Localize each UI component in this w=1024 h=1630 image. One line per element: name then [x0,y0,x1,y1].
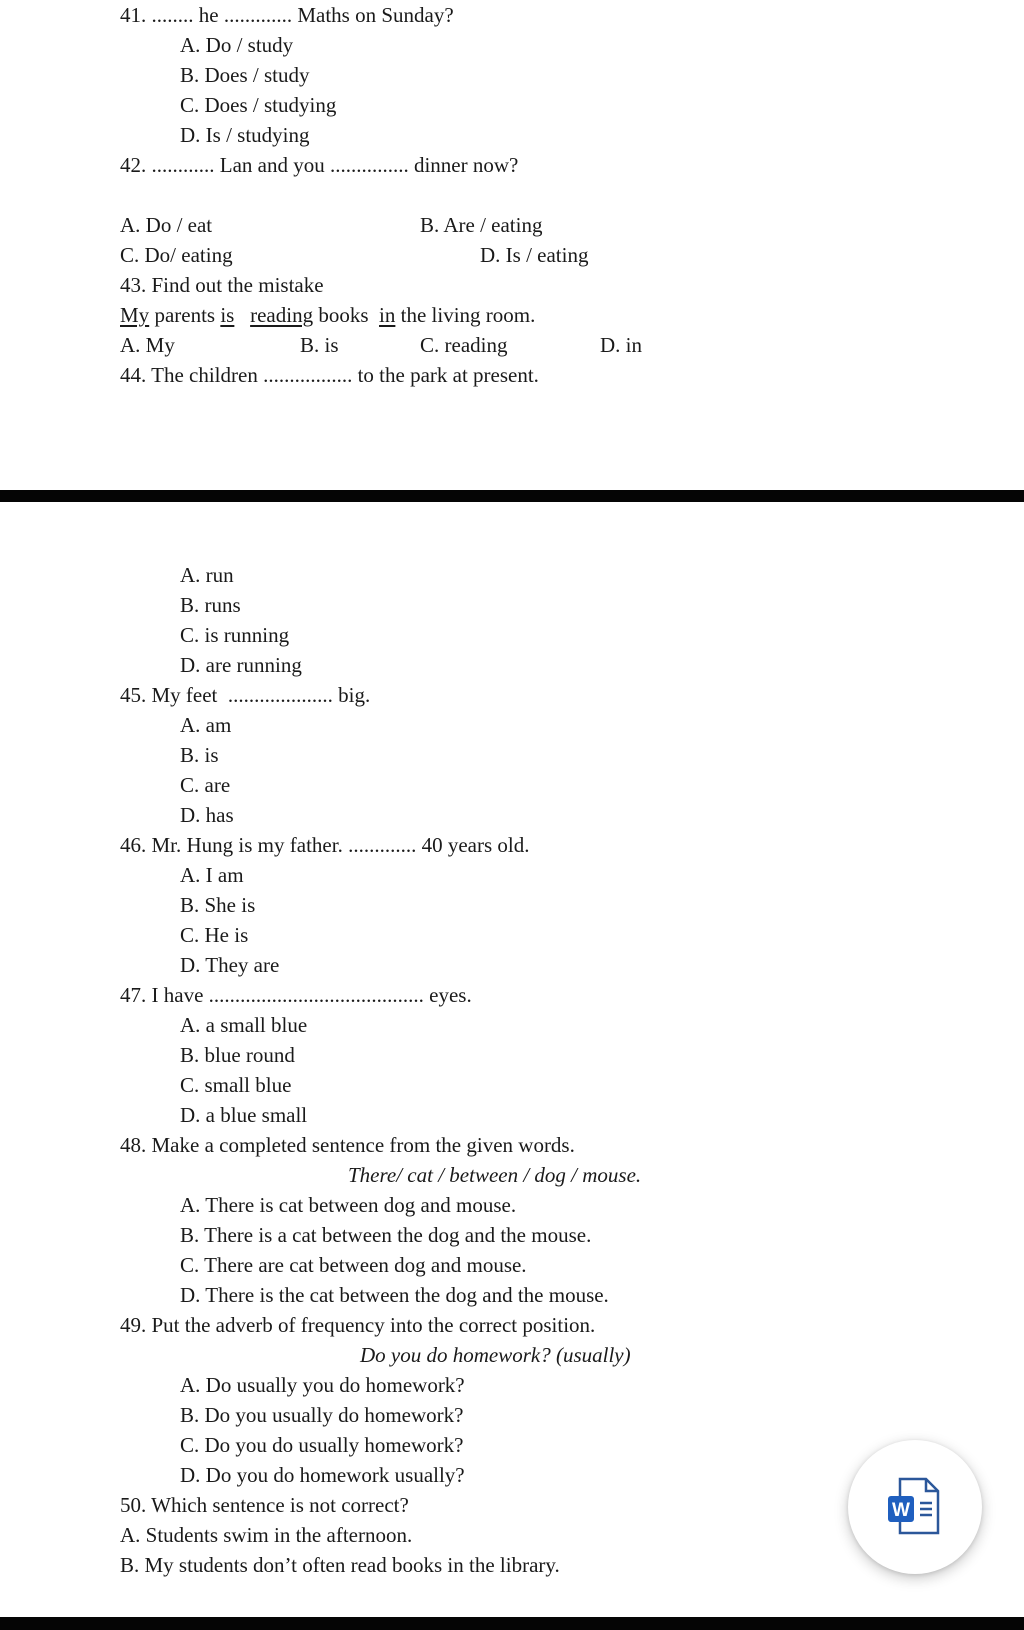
question-42-option-c[interactable]: C. Do/ eating [120,243,233,267]
question-46-stem: 46. Mr. Hung is my father. ............. 40 years old. [120,833,530,857]
question-43-option-a[interactable]: A. My [120,333,175,357]
question-49-stem: 49. Put the adverb of frequency into the correct position. [120,1313,596,1337]
question-43-stem: 43. Find out the mistake [120,273,324,297]
question-49-option-c[interactable]: C. Do you do usually homework? [180,1433,464,1457]
question-41-option-b[interactable]: B. Does / study [180,63,310,87]
question-42-option-b[interactable]: B. Are / eating [420,213,543,237]
question-46-option-a[interactable]: A. I am [180,863,244,887]
question-41-option-c[interactable]: C. Does / studying [180,93,337,117]
question-45-option-a[interactable]: A. am [180,713,232,737]
question-44-option-b[interactable]: B. runs [180,593,241,617]
question-42-option-d[interactable]: D. Is / eating [480,243,589,267]
question-49-option-b[interactable]: B. Do you usually do homework? [180,1403,464,1427]
question-46-option-d[interactable]: D. They are [180,953,280,977]
question-50-option-a[interactable]: A. Students swim in the afternoon. [120,1523,413,1547]
question-45-option-b[interactable]: B. is [180,743,219,767]
page-break-divider [0,490,1024,502]
question-47-option-a[interactable]: A. a small blue [180,1013,308,1037]
question-41-option-a[interactable]: A. Do / study [180,33,294,57]
sentence-text: the living room. [395,303,536,327]
sentence-text: parents [149,303,221,327]
question-41-option-d[interactable]: D. Is / studying [180,123,310,147]
question-44-stem: 44. The children ................. to the park at present. [120,363,539,387]
word-icon-letter: W [892,1500,910,1521]
sentence-text: books [313,303,380,327]
question-47-option-d[interactable]: D. a blue small [180,1103,308,1127]
sentence-gap [234,303,250,327]
question-42-option-a[interactable]: A. Do / eat [120,213,213,237]
question-45-stem: 45. My feet .................... big. [120,683,371,707]
word-document-icon [886,1476,944,1538]
question-46-option-c[interactable]: C. He is [180,923,249,947]
question-48-option-a[interactable]: A. There is cat between dog and mouse. [180,1193,517,1217]
question-44-option-d[interactable]: D. are running [180,653,302,677]
question-43-option-d[interactable]: D. in [600,333,642,357]
question-47-stem: 47. I have ......................................... eyes. [120,983,472,1007]
question-48-prompt: There/ cat / between / dog / mouse. [348,1163,642,1187]
question-43-option-c[interactable]: C. reading [420,333,508,357]
question-45-option-c[interactable]: C. are [180,773,231,797]
question-44-option-c[interactable]: C. is running [180,623,290,647]
question-50-option-b[interactable]: B. My students don’t often read books in the library. [120,1553,560,1577]
question-50-stem: 50. Which sentence is not correct? [120,1493,409,1517]
underlined-word-reading: reading [250,303,314,327]
question-48-option-c[interactable]: C. There are cat between dog and mouse. [180,1253,527,1277]
question-47-option-c[interactable]: C. small blue [180,1073,292,1097]
question-42-stem: 42. ............ Lan and you ............... dinner now? [120,153,519,177]
question-48-option-b[interactable]: B. There is a cat between the dog and the mouse. [180,1223,592,1247]
underlined-word-is: is [220,303,235,327]
question-47-option-b[interactable]: B. blue round [180,1043,295,1067]
question-46-option-b[interactable]: B. She is [180,893,256,917]
question-44-option-a[interactable]: A. run [180,563,234,587]
question-48-option-d[interactable]: D. There is the cat between the dog and the mouse. [180,1283,609,1307]
underlined-word-in: in [379,303,396,327]
underlined-word-my: My [120,303,150,327]
question-49-prompt: Do you do homework? (usually) [360,1343,631,1367]
question-49-option-a[interactable]: A. Do usually you do homework? [180,1373,465,1397]
question-48-stem: 48. Make a completed sentence from the given words. [120,1133,575,1157]
question-41-stem: 41. ........ he ............. Maths on Sunday? [120,3,454,27]
open-in-word-button[interactable] [848,1440,982,1574]
bottom-edge-bar [0,1617,1024,1630]
question-43-sentence [120,302,535,328]
question-45-option-d[interactable]: D. has [180,803,234,827]
question-43-option-b[interactable]: B. is [300,333,339,357]
question-49-option-d[interactable]: D. Do you do homework usually? [180,1463,465,1487]
